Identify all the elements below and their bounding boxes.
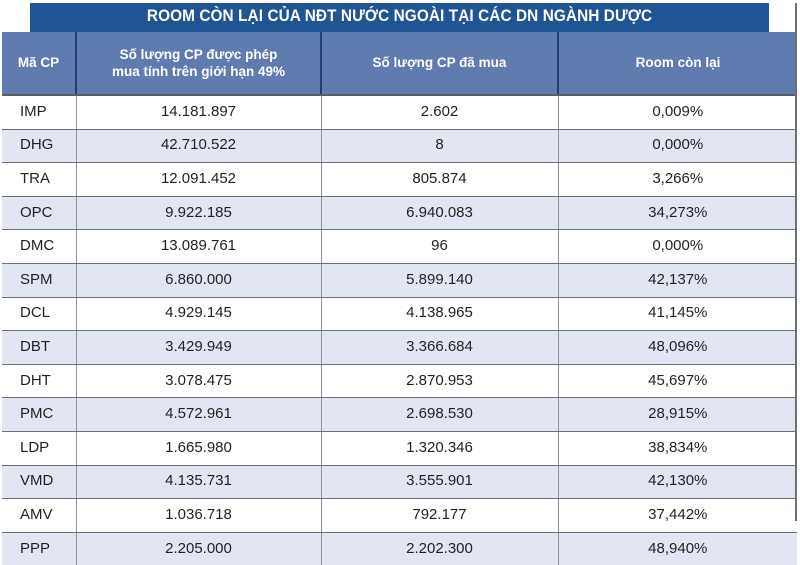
- cell-remaining-room: 38,834%: [558, 431, 797, 465]
- table-row: [2, 196, 797, 230]
- cell-stock-code: DBT: [2, 331, 76, 365]
- column-header-bought-line-1: Số lượng CP đã mua: [372, 55, 507, 71]
- table-row: [2, 163, 797, 197]
- table-row: [2, 431, 797, 465]
- cell-allowed-shares: 42.710.522: [76, 129, 321, 163]
- cell-allowed-shares: 3.429.949: [76, 331, 321, 365]
- table-row: [2, 465, 797, 499]
- cell-bought-shares: 3.366.684: [321, 331, 558, 365]
- cell-stock-code: VMD: [2, 465, 76, 499]
- cell-allowed-shares: 6.860.000: [76, 263, 321, 297]
- foreign-ownership-room-table: [2, 3, 797, 565]
- cell-allowed-shares: 12.091.452: [76, 163, 321, 197]
- table-row: [2, 95, 797, 129]
- cell-bought-shares: 4.138.965: [321, 297, 558, 331]
- column-header-code-line-1: Mã CP: [17, 55, 60, 71]
- column-header-allowed-line-1: Số lượng CP được phép: [119, 46, 278, 62]
- cell-remaining-room: 34,273%: [558, 196, 797, 230]
- cell-bought-shares: 792.177: [321, 499, 558, 533]
- column-header-remaining-line-1: Room còn lại: [635, 55, 721, 71]
- cell-stock-code: AMV: [2, 499, 76, 533]
- cell-bought-shares: 96: [321, 230, 558, 264]
- cell-stock-code: PMC: [2, 398, 76, 432]
- table-title-row: [2, 3, 797, 32]
- cell-stock-code: SPM: [2, 263, 76, 297]
- cell-stock-code: DHG: [2, 129, 76, 163]
- cell-bought-shares: 6.940.083: [321, 196, 558, 230]
- table-row: [2, 499, 797, 533]
- cell-bought-shares: 2.202.300: [321, 532, 558, 565]
- cell-remaining-room: 0,009%: [558, 95, 797, 129]
- cell-remaining-room: 37,442%: [558, 499, 797, 533]
- table-row: [2, 364, 797, 398]
- cell-remaining-room: 48,096%: [558, 331, 797, 365]
- cell-stock-code: DMC: [2, 230, 76, 264]
- cell-allowed-shares: 4.135.731: [76, 465, 321, 499]
- cell-bought-shares: 8: [321, 129, 558, 163]
- cell-bought-shares: 2.698.530: [321, 398, 558, 432]
- cell-stock-code: DCL: [2, 297, 76, 331]
- cell-bought-shares: 5.899.140: [321, 263, 558, 297]
- table-row: [2, 331, 797, 365]
- cell-allowed-shares: 3.078.475: [76, 364, 321, 398]
- cell-remaining-room: 45,697%: [558, 364, 797, 398]
- cell-remaining-room: 42,130%: [558, 465, 797, 499]
- table-row: [2, 263, 797, 297]
- table-right-border: [795, 3, 797, 521]
- cell-allowed-shares: 4.572.961: [76, 398, 321, 432]
- cell-allowed-shares: 13.089.761: [76, 230, 321, 264]
- page-title: ROOM CÒN LẠI CỦA NĐT NƯỚC NGOÀI TẠI CÁC DN NGÀNH DƯỢC: [146, 7, 653, 26]
- cell-bought-shares: 805.874: [321, 163, 558, 197]
- cell-stock-code: DHT: [2, 364, 76, 398]
- cell-remaining-room: 0,000%: [558, 129, 797, 163]
- cell-allowed-shares: 1.665.980: [76, 431, 321, 465]
- cell-stock-code: PPP: [2, 532, 76, 565]
- table-title-cell: [30, 3, 769, 32]
- cell-bought-shares: 2.870.953: [321, 364, 558, 398]
- cell-remaining-room: 28,915%: [558, 398, 797, 432]
- column-header-bought: [321, 32, 558, 95]
- table-row: [2, 297, 797, 331]
- cell-allowed-shares: 2.205.000: [76, 532, 321, 565]
- table-row: [2, 129, 797, 163]
- cell-remaining-room: 0,000%: [558, 230, 797, 264]
- column-header-row: [2, 32, 797, 95]
- cell-remaining-room: 3,266%: [558, 163, 797, 197]
- column-header-remaining: [558, 32, 797, 95]
- cell-remaining-room: 42,137%: [558, 263, 797, 297]
- cell-stock-code: IMP: [2, 95, 76, 129]
- cell-allowed-shares: 1.036.718: [76, 499, 321, 533]
- table-row: [2, 230, 797, 264]
- column-header-allowed: [76, 32, 321, 95]
- column-header-allowed-line-2: mua tính trên giới hạn 49%: [111, 64, 286, 79]
- column-header-code: [2, 32, 76, 95]
- cell-bought-shares: 3.555.901: [321, 465, 558, 499]
- cell-remaining-room: 48,940%: [558, 532, 797, 565]
- cell-allowed-shares: 9.922.185: [76, 196, 321, 230]
- cell-bought-shares: 1.320.346: [321, 431, 558, 465]
- table-row: [2, 532, 797, 565]
- cell-allowed-shares: 4.929.145: [76, 297, 321, 331]
- table-row: [2, 398, 797, 432]
- cell-stock-code: OPC: [2, 196, 76, 230]
- cell-stock-code: LDP: [2, 431, 76, 465]
- cell-allowed-shares: 14.181.897: [76, 95, 321, 129]
- table-body: [2, 95, 797, 565]
- cell-stock-code: TRA: [2, 163, 76, 197]
- cell-bought-shares: 2.602: [321, 95, 558, 129]
- cell-remaining-room: 41,145%: [558, 297, 797, 331]
